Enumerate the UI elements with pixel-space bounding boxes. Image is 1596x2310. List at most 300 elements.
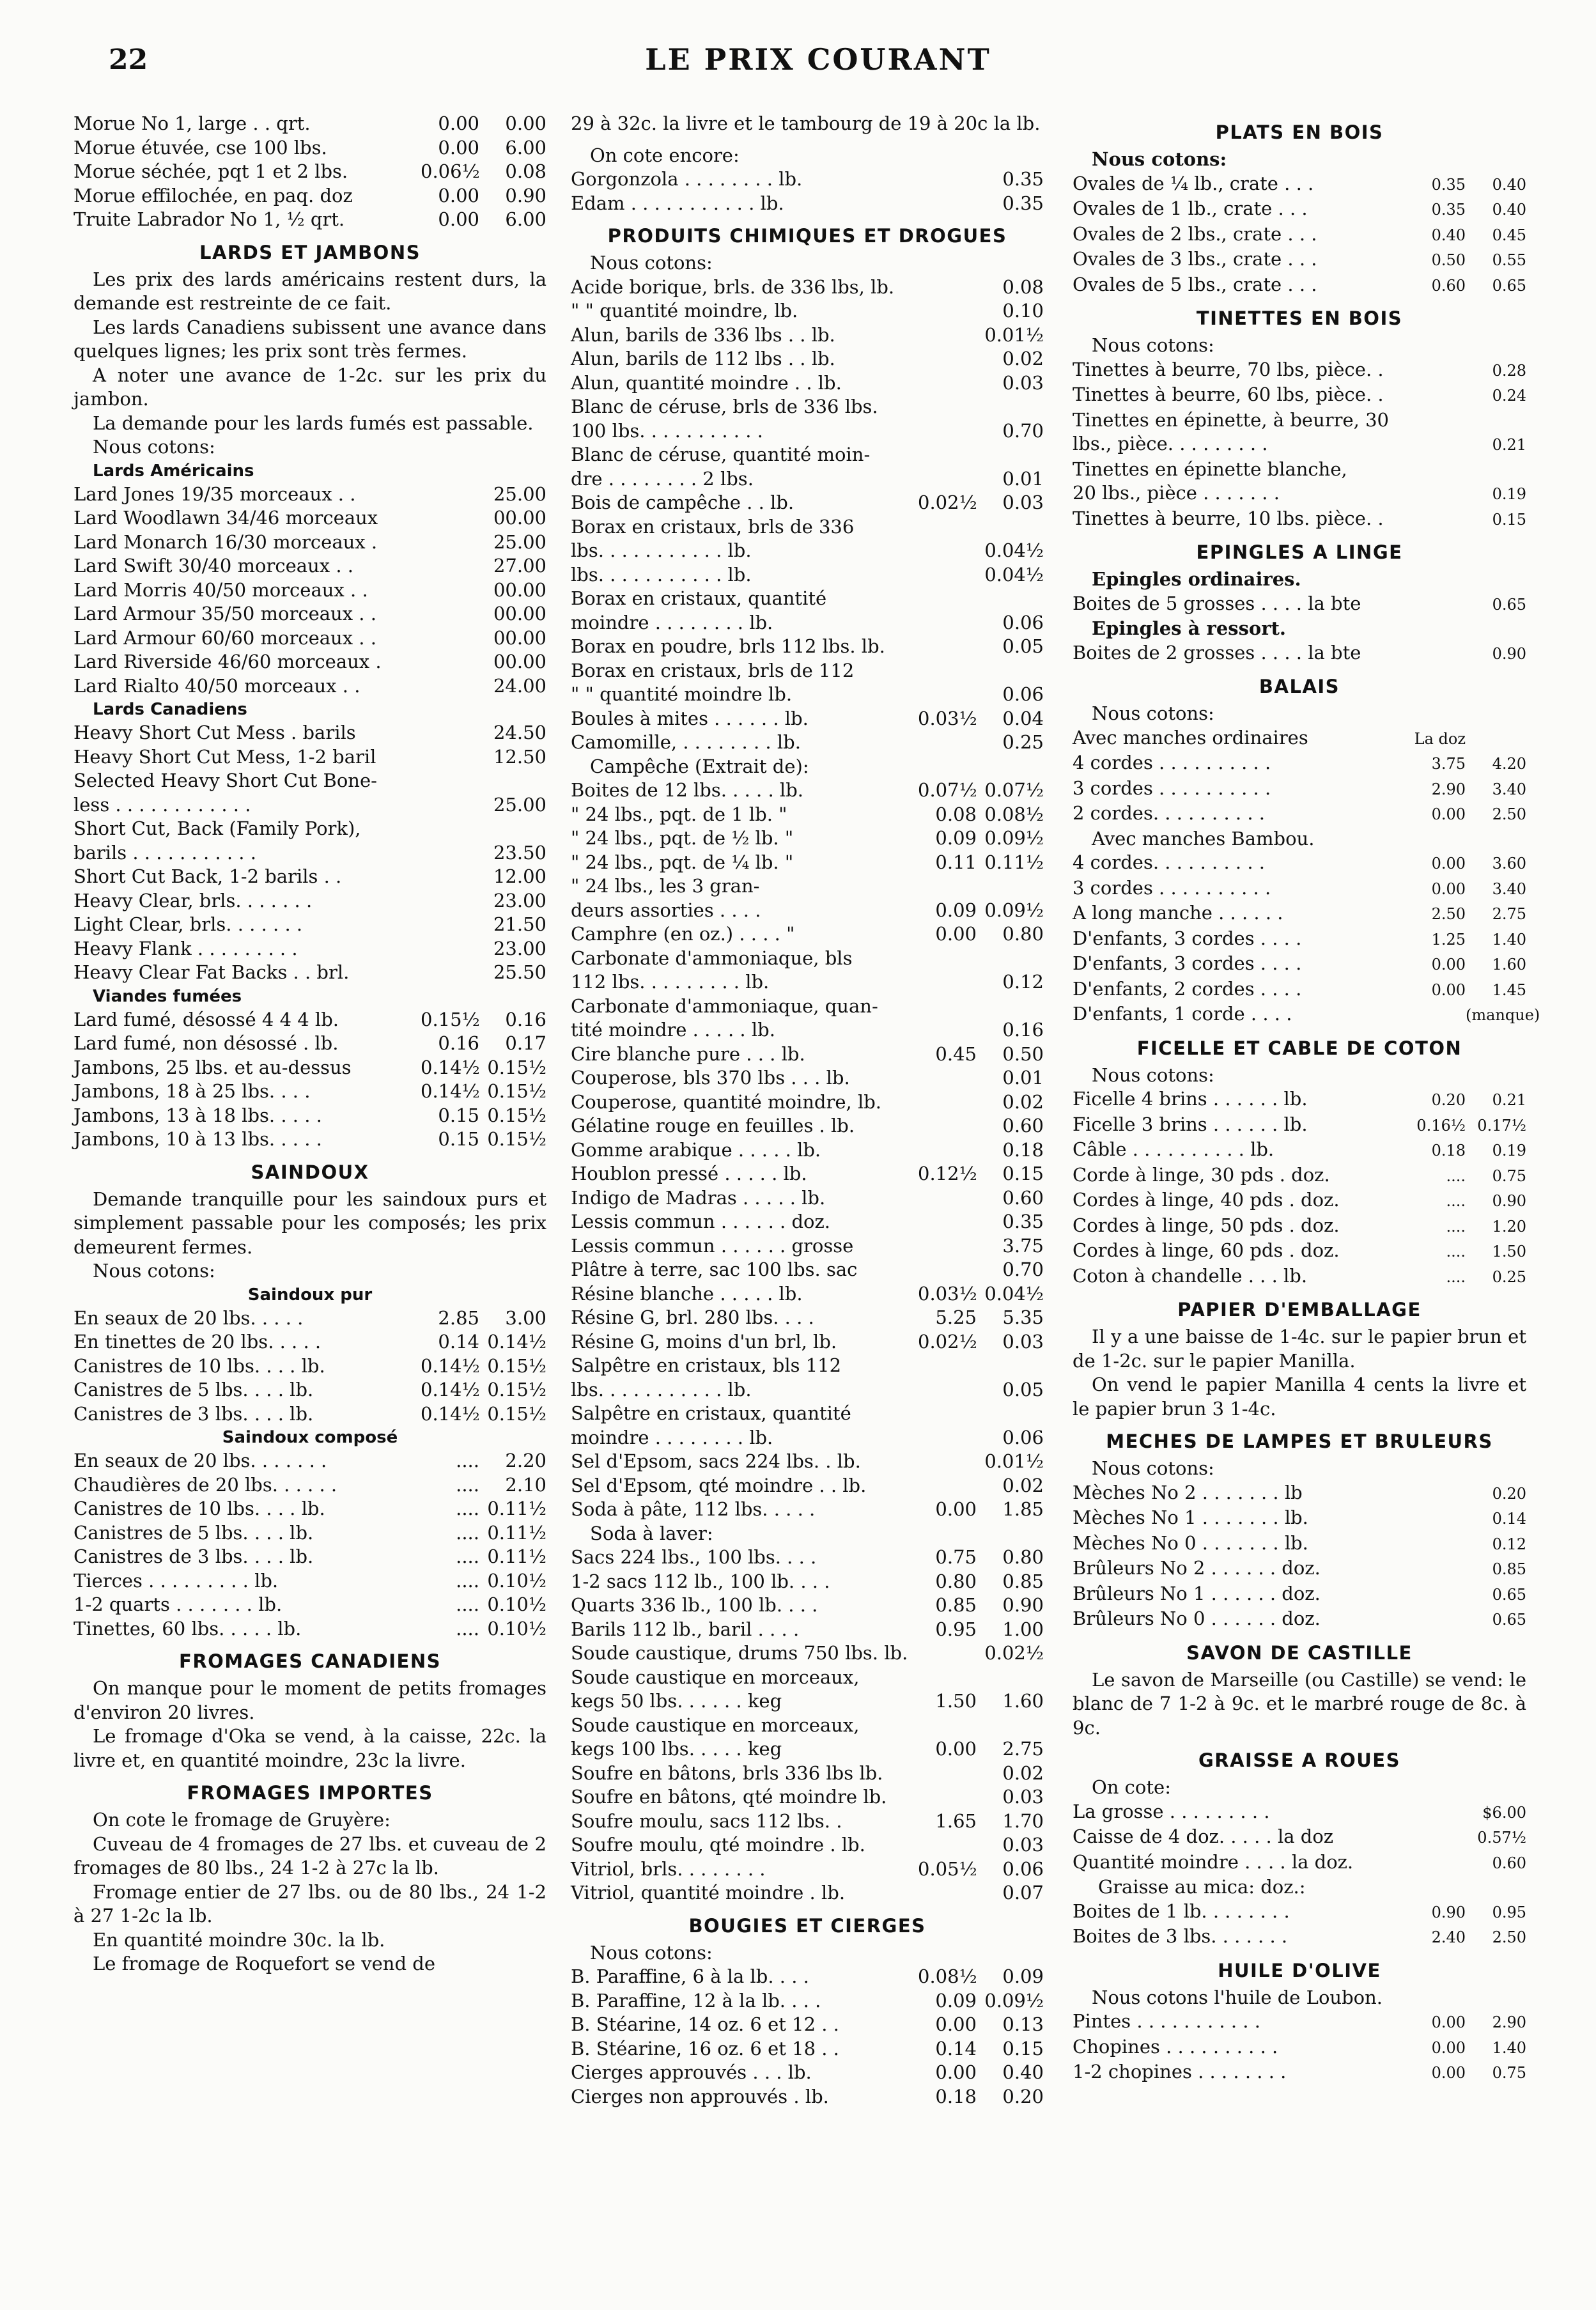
price-low: 0.00: [1431, 880, 1466, 898]
price-high: 0.90: [1002, 1594, 1044, 1616]
price-low: 2.85: [438, 1306, 479, 1329]
price-low: 0.02½: [918, 1330, 977, 1353]
price-row: [74, 1402, 546, 1427]
price-high: 0.40: [1492, 201, 1526, 219]
item-label: moindre . . . . . . . . lb.: [571, 611, 773, 633]
price-low: 1.25: [1431, 930, 1466, 949]
item-label: Indigo de Madras . . . . . lb.: [571, 1186, 826, 1209]
price-high: 0.06: [1002, 1426, 1044, 1448]
item-label: En tinettes de 20 lbs. . . . .: [74, 1331, 322, 1353]
price-low: 0.15: [438, 1128, 479, 1150]
price-low: 0.40: [1431, 226, 1466, 244]
price-low: 0.35: [1431, 201, 1466, 219]
price-row: [571, 899, 1044, 923]
item-label: Morue No 1, large . . qrt.: [74, 112, 311, 134]
price-low: 0.90: [1431, 1903, 1466, 1921]
price-high: 0.80: [1002, 923, 1044, 945]
price-row: [571, 1570, 1044, 1594]
price-row: [571, 563, 1044, 587]
price-high: 0.04½: [984, 563, 1044, 585]
price-low: ....: [456, 1569, 479, 1592]
price-row: [571, 539, 1044, 563]
price-row: [571, 851, 1044, 875]
item-label: 112 lbs. . . . . . . . . lb.: [571, 971, 770, 993]
item-label: Ficelle 4 brins . . . . . . lb.: [1073, 1088, 1308, 1110]
price-high: 0.10½: [487, 1617, 546, 1639]
price-low: 0.00: [935, 1498, 977, 1520]
price-row: [571, 1593, 1044, 1618]
price-high: 6.00: [505, 208, 546, 230]
price-high: 0.20: [1002, 2085, 1044, 2107]
price-high: 1.60: [1002, 1690, 1044, 1712]
market-commentary: Le savon de Marseille (ou Castille) se vend: le blanc de 7 1-2 à 9c. et le marbré rouge de 8c. à 9c.: [1073, 1668, 1526, 1739]
item-label: Plâtre à terre, sac 100 lbs. sac: [571, 1259, 858, 1280]
item-label: Quantité moindre . . . . la doz.: [1073, 1850, 1354, 1873]
price-low: 0.00: [935, 923, 977, 945]
price-row: [571, 1965, 1044, 1989]
price-row: [74, 1330, 546, 1354]
price-high: 0.65: [1492, 1611, 1526, 1629]
price-row: [1073, 1138, 1526, 1163]
item-label: Gomme arabique . . . . . lb.: [571, 1138, 821, 1161]
item-label: Lard Monarch 16/30 morceaux .: [74, 531, 378, 553]
price-row: [74, 769, 546, 793]
price-row: [1073, 802, 1526, 827]
price-low: 0.06½: [421, 160, 480, 182]
price-row: [571, 1066, 1044, 1090]
price-row: [571, 1330, 1044, 1354]
section-heading: MECHES DE LAMPES ET BRULEURS: [1106, 1430, 1493, 1452]
item-label: Cire blanche pure . . . lb.: [571, 1043, 805, 1065]
price-high: 2.20: [505, 1450, 546, 1471]
price-high: 0.24: [1492, 387, 1526, 405]
item-label: Lard Swift 30/40 morceaux . .: [74, 555, 353, 577]
price-row: [74, 1008, 546, 1032]
price-row: [74, 160, 546, 184]
item-label: Morue étuvée, cse 100 lbs.: [74, 136, 327, 159]
price-high: 0.02: [1002, 1090, 1044, 1113]
item-label: Soda à pâte, 112 lbs. . . . .: [571, 1498, 816, 1520]
price-low: 0.95: [935, 1618, 977, 1640]
item-label: Cierges non approuvés . lb.: [571, 2085, 829, 2107]
price-high: 0.12: [1002, 971, 1044, 993]
price-high: 0.07½: [984, 779, 1044, 801]
price-high: 0.25: [1002, 731, 1044, 753]
item-label: kegs 50 lbs. . . . . . keg: [571, 1690, 782, 1712]
price-row: [571, 1138, 1044, 1163]
item-label: Chopines . . . . . . . . . .: [1073, 2035, 1278, 2058]
price-row: [74, 937, 546, 961]
price-row: [1073, 1113, 1526, 1138]
price-high: 0.15: [1002, 1163, 1044, 1184]
price-high: 2.75: [1002, 1738, 1044, 1760]
item-label: En seaux de 20 lbs. . . . . . .: [74, 1450, 327, 1471]
price-row: [571, 1090, 1044, 1115]
item-label: Ovales de 3 lbs., crate . . .: [1073, 248, 1317, 270]
price-high: 0.40: [1002, 2061, 1044, 2083]
section-heading: BALAIS: [1259, 676, 1340, 697]
market-commentary: On vend le papier Manilla 4 cents la livre et le papier brun 3 1-4c.: [1073, 1374, 1526, 1420]
item-label: dre . . . . . . . . 2 lbs.: [571, 467, 754, 490]
item-label: Gélatine rouge en feuilles . lb.: [571, 1115, 855, 1136]
price-row: [74, 674, 546, 699]
item-label: Mèches No 2 . . . . . . . lb: [1073, 1481, 1303, 1503]
price-row: [74, 136, 546, 160]
price-row: [571, 731, 1044, 755]
item-label: 3 cordes . . . . . . . . . .: [1073, 876, 1271, 899]
price-low: 0.80: [935, 1570, 977, 1592]
price-low: 0.00: [1431, 981, 1466, 999]
price-high: 00.00: [493, 578, 546, 601]
item-label: Tinettes à beurre, 60 lbs, pièce. .: [1073, 384, 1384, 405]
price-high: 0.11½: [487, 1521, 546, 1544]
price-high: 0.28: [1492, 361, 1526, 380]
price-high: 0.08½: [984, 803, 1044, 825]
price-row: [74, 1593, 546, 1617]
item-label: Carbonate d'ammoniaque, bls: [571, 947, 853, 969]
price-row: [74, 1104, 546, 1128]
price-row: [571, 2013, 1044, 2037]
price-low: 0.00: [1431, 2064, 1466, 2082]
price-high: 3.00: [505, 1306, 546, 1329]
price-high: 0.57½: [1477, 1829, 1526, 1847]
price-row: [1073, 1531, 1526, 1557]
price-row: [571, 1737, 1044, 1762]
item-label: Quarts 336 lb., 100 lb. . . .: [571, 1594, 818, 1616]
price-row: [571, 1714, 1044, 1738]
price-row: [571, 395, 1044, 419]
market-commentary: 29 à 32c. la livre et le tambourg de 19 à 20c la lb.: [571, 112, 1041, 134]
price-high: 0.35: [1002, 1211, 1044, 1232]
price-high: 0.03: [1002, 1330, 1044, 1353]
item-label: Canistres de 3 lbs. . . . lb.: [74, 1402, 314, 1425]
item-label: 3 cordes . . . . . . . . . .: [1073, 777, 1271, 799]
price-row: [1073, 172, 1526, 198]
price-row: [74, 865, 546, 889]
price-high: 0.15½: [487, 1104, 546, 1126]
price-row: [74, 745, 546, 770]
price-row: [74, 554, 546, 578]
item-label: Borax en poudre, brls 112 lbs. lb.: [571, 635, 885, 657]
item-label: B. Stéarine, 16 oz. 6 et 18 . .: [571, 2037, 839, 2059]
subsection-heading: Lards Canadiens: [93, 700, 247, 719]
price-high: 23.00: [493, 937, 546, 959]
price-high: 6.00: [505, 136, 546, 159]
subsection-heading: Viandes fumées: [93, 986, 242, 1006]
price-low: 0.50: [1431, 251, 1466, 269]
item-label: Morue séchée, pqt 1 et 2 lbs.: [74, 160, 348, 182]
item-label: Boites de 12 lbs. . . . . lb.: [571, 779, 803, 801]
item-label: Soude caustique en morceaux,: [571, 1714, 860, 1736]
item-label: Ovales de 1 lb., crate . . .: [1073, 198, 1308, 219]
item-label: Boites de 2 grosses . . . . la bte: [1073, 641, 1361, 663]
item-label: Canistres de 3 lbs. . . . lb.: [74, 1546, 314, 1567]
price-row: [74, 1521, 546, 1546]
price-low: ....: [456, 1450, 479, 1471]
price-high: 00.00: [493, 651, 546, 672]
section-heading: HUILE D'OLIVE: [1218, 1959, 1381, 1981]
price-high: 0.01: [1002, 1067, 1044, 1089]
price-row: [571, 275, 1044, 300]
quote-intro: Nous cotons:: [1092, 1064, 1214, 1086]
price-row: [1073, 876, 1526, 902]
column-right: [1073, 112, 1540, 2086]
market-commentary: Demande tranquille pour les saindoux purs et simplement passable pour les composés; les prix demeurent fermes.: [74, 1188, 546, 1258]
price-row: [1073, 777, 1526, 802]
item-label: 1-2 quarts . . . . . . . lb.: [74, 1593, 283, 1615]
item-label: Vitriol, quantité moindre . lb.: [571, 1882, 846, 1903]
quote-intro: Nous cotons:: [1092, 148, 1227, 170]
running-title: LE PRIX COURANT: [645, 42, 991, 77]
item-label: Lard Woodlawn 34/46 morceaux: [74, 507, 378, 529]
item-label: Acide borique, brls. de 336 lbs, lb.: [571, 275, 895, 298]
item-label: Jambons, 13 à 18 lbs. . . . .: [74, 1104, 322, 1126]
item-label: tité moindre . . . . . lb.: [571, 1019, 775, 1041]
item-label: Cordes à linge, 40 pds . doz.: [1073, 1189, 1340, 1211]
section-heading: SAVON DE CASTILLE: [1186, 1641, 1413, 1664]
market-commentary: Cuveau de 4 fromages de 27 lbs. et cuveau de 2 fromages de 80 lbs., 24 1-2 à 27c la lb.: [74, 1833, 546, 1879]
price-low: 0.60: [1431, 276, 1466, 295]
price-row: [571, 1498, 1044, 1522]
price-row: [1073, 1239, 1526, 1264]
price-high: 0.60: [1492, 1854, 1526, 1872]
price-low: ....: [456, 1617, 479, 1639]
item-label: Ovales de 5 lbs., crate . . .: [1073, 273, 1317, 295]
item-label: Soufre en bâtons, qté moindre lb.: [571, 1786, 887, 1808]
price-row: [1073, 2010, 1526, 2035]
price-high: 25.00: [493, 793, 546, 816]
item-label: Lessis commun . . . . . . doz.: [571, 1211, 830, 1232]
price-low: 0.75: [935, 1546, 977, 1568]
price-row: [571, 515, 1044, 539]
item-label: " 24 lbs., pqt. de ½ lb. ": [571, 827, 794, 849]
price-row: [74, 1080, 546, 1104]
price-row: [74, 602, 546, 626]
price-row: [571, 443, 1044, 467]
item-label: Tinettes en épinette, à beurre, 30: [1073, 408, 1389, 431]
price-high: 00.00: [493, 507, 546, 529]
spacer: [571, 136, 1044, 144]
item-label: B. Stéarine, 14 oz. 6 et 12 . .: [571, 2013, 839, 2035]
item-label: lbs. . . . . . . . . . . lb.: [571, 539, 752, 561]
price-high: 0.06: [1002, 683, 1044, 705]
item-label: Résine G, brl. 280 lbs. . . .: [571, 1306, 814, 1328]
item-label: D'enfants, 3 cordes . . . .: [1073, 927, 1302, 949]
item-label: Sacs 224 lbs., 100 lbs. . . .: [571, 1546, 817, 1568]
price-low: 0.18: [935, 2085, 977, 2107]
price-low: 2.50: [1431, 905, 1466, 923]
price-row: [1073, 927, 1526, 952]
price-row: [1073, 358, 1526, 384]
item-label: Heavy Clear, brls. . . . . . .: [74, 889, 313, 911]
quote-intro: On cote le fromage de Gruyère:: [93, 1809, 391, 1831]
price-row: [571, 2061, 1044, 2085]
price-row: [74, 208, 546, 232]
price-low: 0.16: [438, 1032, 479, 1054]
price-row: [1073, 1163, 1526, 1189]
price-high: (manque): [1466, 1006, 1540, 1024]
price-low: 0.08½: [918, 1965, 977, 1987]
subsection-heading: Saindoux composé: [222, 1428, 398, 1447]
price-row: [74, 531, 546, 555]
price-row: [74, 626, 546, 651]
price-row: [1073, 1556, 1526, 1582]
price-high: 0.07: [1002, 1882, 1044, 1903]
price-high: 0.15: [1492, 510, 1526, 529]
price-row: [1073, 432, 1526, 458]
item-label: Soude caustique en morceaux,: [571, 1666, 860, 1688]
item-label: Light Clear, brls. . . . . . .: [74, 913, 303, 935]
item-label: Lard fumé, non désossé . lb.: [74, 1032, 339, 1054]
quote-intro: Nous cotons:: [93, 1260, 215, 1282]
price-high: 0.04½: [984, 1282, 1044, 1305]
item-label: Tinettes à beurre, 70 lbs, pièce. .: [1073, 358, 1384, 380]
price-row: [1073, 952, 1526, 977]
item-label: lbs., pièce. . . . . . . . .: [1073, 433, 1268, 454]
price-high: 0.21: [1492, 436, 1526, 454]
item-label: Ovales de ¼ lb., crate . . .: [1073, 172, 1314, 194]
price-row: [571, 1546, 1044, 1570]
section-heading: PLATS EN BOIS: [1215, 121, 1384, 143]
quote-intro: Nous cotons:: [590, 1941, 713, 1964]
price-high: 24.00: [493, 674, 546, 697]
price-high: 1.45: [1492, 981, 1526, 999]
price-high: 0.85: [1492, 1560, 1526, 1578]
price-high: 0.09½: [984, 827, 1044, 849]
price-high: 0.17½: [1477, 1116, 1526, 1135]
item-label: Alun, quantité moindre . . lb.: [571, 371, 842, 394]
price-low: 0.00: [438, 208, 479, 230]
item-label: Tinettes en épinette blanche,: [1073, 458, 1347, 480]
item-label: Boites de 1 lb. . . . . . . .: [1073, 1900, 1290, 1922]
price-low: 0.14½: [421, 1354, 480, 1377]
item-label: D'enfants, 3 cordes . . . .: [1073, 952, 1302, 974]
item-label: Avec manches ordinaires: [1073, 726, 1308, 748]
price-high: 0.15½: [487, 1354, 546, 1377]
price-low: ....: [1446, 1167, 1466, 1185]
price-row: [571, 1785, 1044, 1810]
price-row: [1073, 1582, 1526, 1608]
price-row: [571, 491, 1044, 515]
item-label: Jambons, 18 à 25 lbs. . . .: [74, 1080, 311, 1102]
item-label: Canistres de 10 lbs. . . . lb.: [74, 1498, 325, 1519]
item-label: Corde à linge, 30 pds . doz.: [1073, 1163, 1330, 1186]
quote-intro: Soda à laver:: [590, 1522, 713, 1544]
item-label: moindre . . . . . . . . lb.: [571, 1426, 773, 1448]
price-low: 0.35: [1431, 175, 1466, 194]
price-high: 3.75: [1002, 1234, 1044, 1257]
price-row: [1073, 247, 1526, 273]
price-row: [1073, 901, 1526, 927]
price-high: 0.03: [1002, 492, 1044, 513]
price-low: 0.15½: [421, 1008, 480, 1030]
price-row: [74, 1473, 546, 1498]
price-row: [74, 1617, 546, 1641]
price-low: ....: [456, 1498, 479, 1519]
price-low: 0.11: [935, 851, 977, 873]
price-row: [74, 1449, 546, 1473]
item-label: Couperose, quantité moindre, lb.: [571, 1090, 882, 1113]
price-low: La doz: [1414, 729, 1466, 748]
price-row: [1073, 1800, 1526, 1826]
price-row: [74, 184, 546, 208]
item-label: D'enfants, 2 cordes . . . .: [1073, 977, 1302, 1000]
item-label: Heavy Flank . . . . . . . . .: [74, 937, 298, 959]
item-label: Soufre moulu, qté moindre . lb.: [571, 1834, 865, 1856]
price-low: 0.00: [1431, 805, 1466, 823]
price-row: [74, 889, 546, 913]
section-heading: LARDS ET JAMBONS: [199, 241, 421, 263]
price-row: [1073, 726, 1526, 752]
item-label: kegs 100 lbs. . . . . keg: [571, 1738, 782, 1760]
price-low: 0.14½: [421, 1402, 480, 1425]
column-middle: [571, 112, 1044, 2109]
item-label: " " quantité moindre, lb.: [571, 300, 798, 322]
price-high: 25.00: [493, 483, 546, 505]
price-row: [1073, 1607, 1526, 1632]
price-low: 0.05½: [918, 1857, 977, 1880]
price-low: ....: [1446, 1192, 1466, 1210]
item-label: Salpêtre en cristaux, bls 112: [571, 1354, 842, 1376]
market-commentary: Le fromage de Roquefort se vend de: [93, 1953, 435, 1974]
price-row: [571, 299, 1044, 323]
price-low: 0.00: [438, 112, 479, 134]
price-high: 0.65: [1492, 1585, 1526, 1604]
quote-intro: Epingles à ressort.: [1092, 617, 1287, 639]
price-high: 2.75: [1492, 905, 1526, 923]
price-row: [1073, 481, 1526, 507]
quote-intro: Campêche (Extrait de):: [590, 755, 809, 777]
price-low: 0.00: [1431, 855, 1466, 872]
item-label: Sel d'Epsom, sacs 224 lbs. . lb.: [571, 1450, 861, 1472]
price-row: [571, 1989, 1044, 2013]
item-label: Soufre moulu, sacs 112 lbs. .: [571, 1810, 842, 1832]
price-high: 0.10: [1002, 300, 1044, 322]
price-row: [571, 947, 1044, 971]
item-label: Borax en cristaux, brls de 336: [571, 515, 855, 538]
item-label: " " quantité moindre lb.: [571, 683, 793, 705]
price-row: [74, 578, 546, 603]
price-high: 1.40: [1492, 2038, 1526, 2057]
item-label: Lard Armour 35/50 morceaux . .: [74, 603, 376, 624]
price-low: 0.85: [935, 1594, 977, 1616]
quote-intro: Nous cotons:: [1092, 334, 1214, 356]
item-label: lbs. . . . . . . . . . . lb.: [571, 1378, 752, 1400]
price-low: 0.00: [1431, 2013, 1466, 2031]
price-high: 0.11½: [487, 1498, 546, 1519]
item-label: Brûleurs No 0 . . . . . . doz.: [1073, 1608, 1321, 1629]
price-low: 0.14½: [421, 1080, 480, 1102]
item-label: B. Paraffine, 12 à la lb. . . .: [571, 1989, 821, 2012]
price-high: 0.12: [1492, 1535, 1526, 1553]
price-high: 0.11½: [487, 1546, 546, 1567]
price-high: 23.50: [493, 841, 546, 864]
price-high: 0.14½: [487, 1331, 546, 1353]
price-row: [571, 1354, 1044, 1378]
item-label: Ficelle 3 brins . . . . . . lb.: [1073, 1113, 1308, 1135]
price-row: [571, 1426, 1044, 1450]
price-row: [571, 707, 1044, 731]
price-high: 0.90: [1492, 644, 1526, 663]
price-high: 0.35: [1002, 192, 1044, 214]
price-row: [571, 1810, 1044, 1834]
price-row: [1073, 383, 1526, 408]
price-row: [571, 922, 1044, 947]
quote-intro: Nous cotons:: [1092, 1457, 1214, 1479]
price-high: 0.06: [1002, 611, 1044, 633]
price-high: 0.01: [1002, 467, 1044, 490]
price-row: [571, 683, 1044, 707]
